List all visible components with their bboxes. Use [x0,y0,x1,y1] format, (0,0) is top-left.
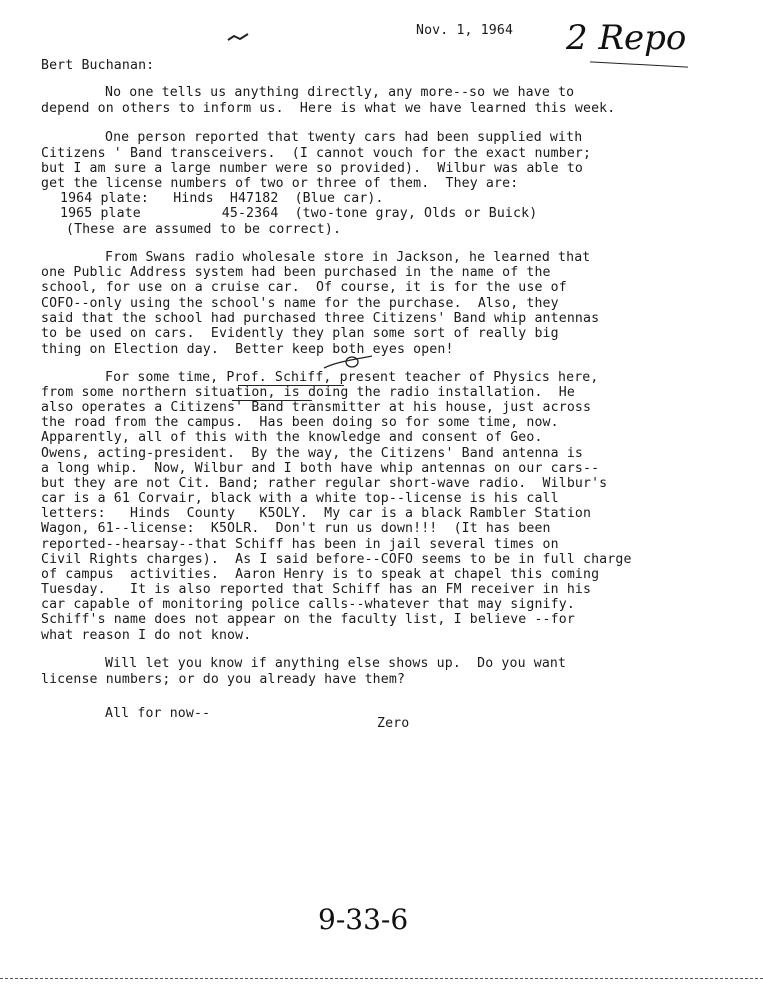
body-line: to be used on cars. Evidently they plan some sort of really big [41,326,559,341]
body-line: from some northern situation, is doing the radio installation. He [41,385,575,400]
body-line: license numbers; or do you already have them? [41,672,406,687]
body-line: Schiff's name does not appear on the faculty list, I believe --for [41,612,575,627]
body-line: get the license numbers of two or three of them. They are: [41,176,519,191]
body-line: said that the school had purchased three Citizens' Band whip antennas [41,311,600,326]
handwritten-file-note: 2 Repo [566,18,687,58]
body-line: letters: Hinds County K5OLY. My car is a black Rambler Station [41,506,592,521]
body-line: No one tells us anything directly, any more--so we have to [105,85,575,100]
body-line: Citizens ' Band transceivers. (I cannot vouch for the exact number; [41,146,592,161]
body-line: car is a 61 Corvair, black with a white top--license is his call [41,491,559,506]
body-line: Apparently, all of this with the knowledge and consent of Geo. [41,430,543,445]
handwritten-underline [590,61,688,67]
letter-date: Nov. 1, 1964 [416,23,514,38]
body-line: but they are not Cit. Band; rather regular short-wave radio. Wilbur's [41,476,608,491]
body-line: thing on Election day. Better keep both eyes open! [41,342,454,357]
body-line: One person reported that twenty cars had been supplied with [105,130,583,145]
body-line: Will let you know if anything else shows up. Do you want [105,656,567,671]
body-line: From Swans radio wholesale store in Jackson, he learned that [105,250,591,265]
plate-note: (These are assumed to be correct). [66,222,342,237]
body-line: Civil Rights charges). As I said before--COFO seems to be in full charge [41,552,632,567]
plate-line: 1964 plate: Hinds H47182 (Blue car). [60,191,384,206]
body-line: a long whip. Now, Wilbur and I both have whip antennas on our cars-- [41,461,600,476]
closing-line: All for now-- [105,706,211,721]
body-line: the road from the campus. Has been doing so for some time, now. [41,415,559,430]
body-line: Wagon, 61--license: K5OLR. Don't run us down!!! (It has been [41,521,551,536]
body-line: Owens, acting-president. By the way, the Citizens' Band antenna is [41,446,583,461]
body-line: what reason I do not know. [41,628,252,643]
body-line: school, for use on a cruise car. Of course, it is for the use of [41,280,567,295]
letter-salutation: Bert Buchanan: [41,58,155,73]
handwritten-file-number: 9-33-6 [318,903,409,936]
bottom-edge-line [0,978,763,979]
body-line: depend on others to inform us. Here is what we have learned this week. [41,101,616,116]
plate-line: 1965 plate 45-2364 (two-tone gray, Olds or Buick) [60,206,538,221]
body-line: Tuesday. It is also reported that Schiff has an FM receiver in his [41,582,592,597]
body-line: COFO--only using the school's name for the purchase. Also, they [41,296,559,311]
body-line: but I am sure a large number were so provided). Wilbur was able to [41,161,583,176]
body-line: For some time, Prof. Schiff, present teacher of Physics here, [105,370,599,385]
body-line: car capable of monitoring police calls--whatever that may signify. [41,597,575,612]
body-line: reported--hearsay--that Schiff has been in jail several times on [41,537,559,552]
signature: Zero [377,716,410,731]
body-line: also operates a Citizens' Band transmitter at his house, just across [41,400,592,415]
pen-mark-icon [226,30,250,44]
body-line: of campus activities. Aaron Henry is to speak at chapel this coming [41,567,600,582]
body-line: one Public Address system had been purchased in the name of the [41,265,551,280]
